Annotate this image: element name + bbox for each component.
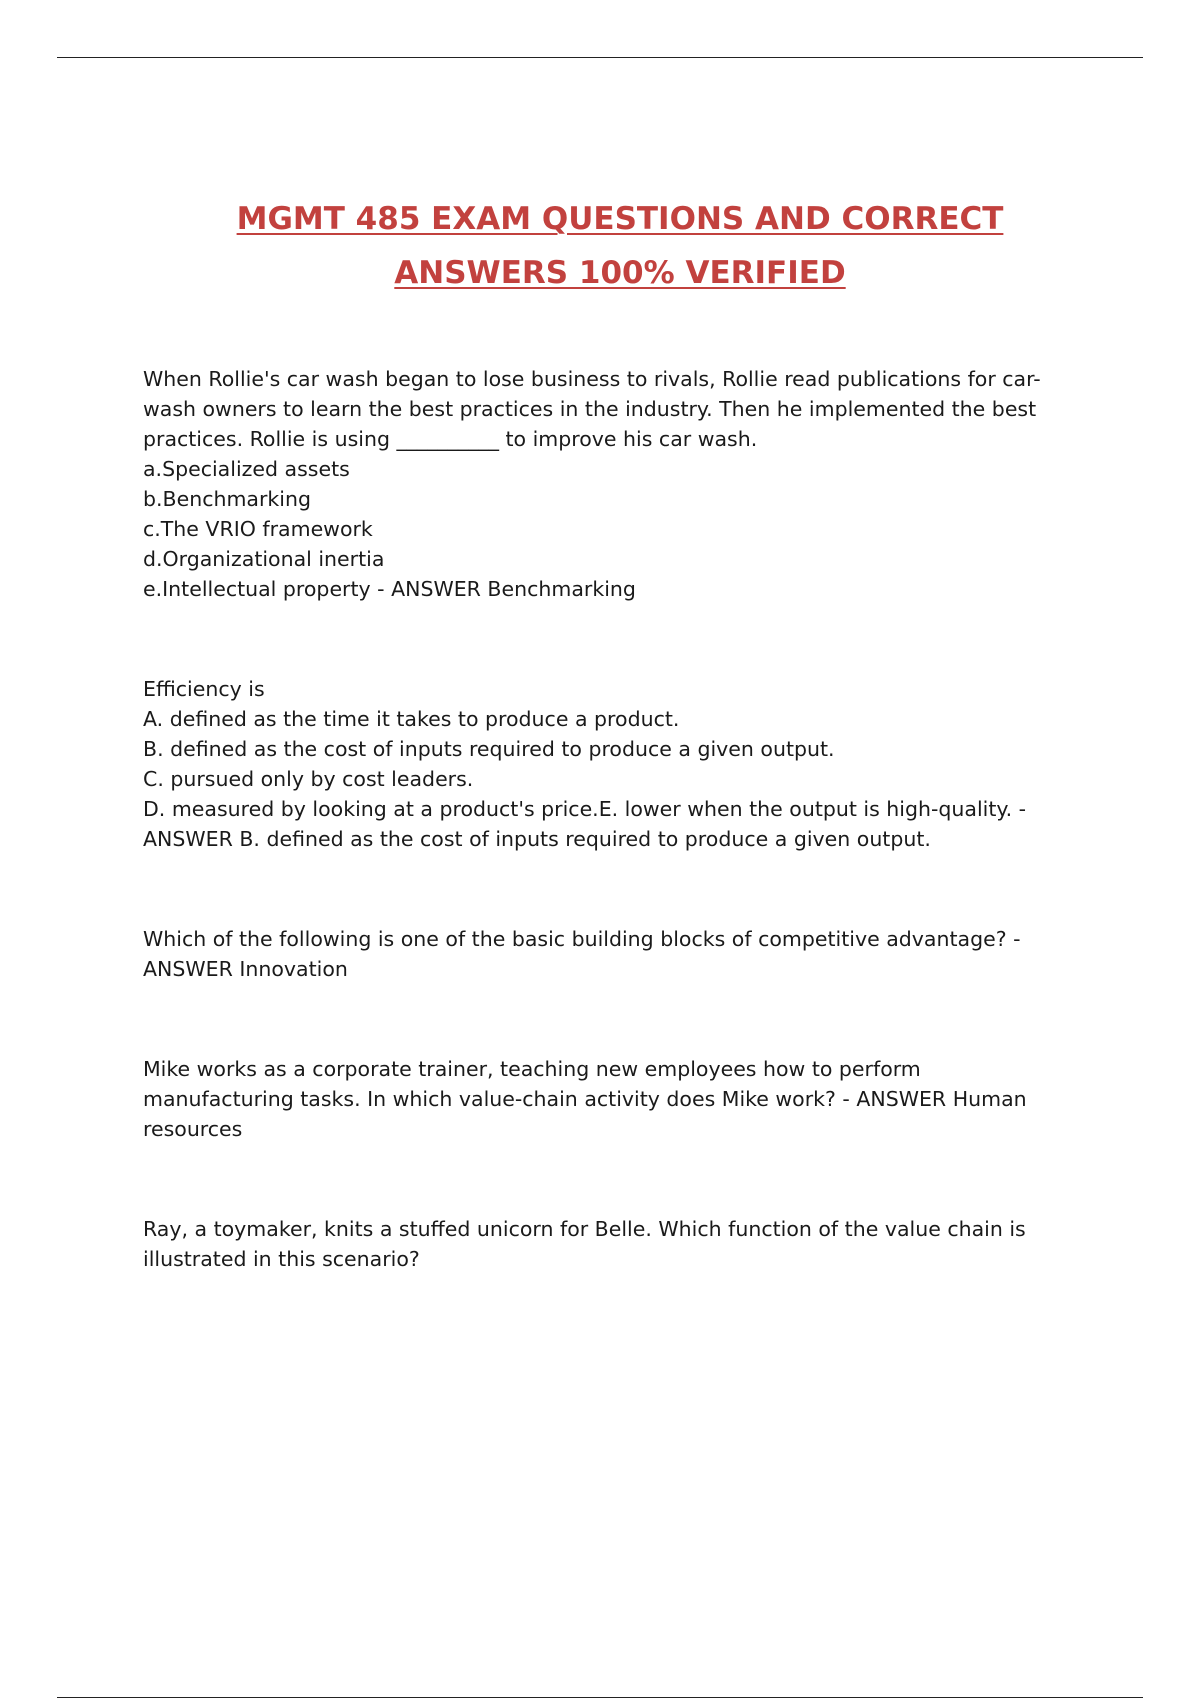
- question-5: [143, 1214, 1073, 1274]
- question-2-option-c: C. pursued only by cost leaders.: [143, 767, 474, 791]
- spacer: [143, 984, 1073, 1054]
- question-2-option-d: D. measured by looking at a product's price.E. lower when the output is high-quality. - ANSWER B. defined as the cost of inputs required to produce a given output.: [143, 797, 1027, 851]
- question-1-option-d: d.Organizational inertia: [143, 547, 385, 571]
- question-2-option-b: B. defined as the cost of inputs required to produce a given output.: [143, 737, 835, 761]
- document-body: [143, 364, 1073, 1274]
- question-3-stem: Which of the following is one of the basic building blocks of competitive advantage? - ANSWER Innovation: [143, 927, 1021, 981]
- question-3: [143, 924, 1073, 984]
- question-2-option-a: A. defined as the time it takes to produce a product.: [143, 707, 680, 731]
- spacer: [143, 1144, 1073, 1214]
- document-title: [0, 192, 1200, 300]
- top-rule: [57, 57, 1143, 58]
- question-2: [143, 674, 1073, 854]
- question-1-option-b: b.Benchmarking: [143, 487, 311, 511]
- spacer: [143, 854, 1073, 924]
- question-1-option-a: a.Specialized assets: [143, 457, 350, 481]
- spacer: [143, 604, 1073, 674]
- title-line-2: ANSWERS 100% VERIFIED: [394, 255, 846, 291]
- question-4: [143, 1054, 1073, 1144]
- question-4-stem: Mike works as a corporate trainer, teaching new employees how to perform manufacturing tasks. In which value-chain activity does Mike work? - ANSWER Human resources: [143, 1057, 1027, 1141]
- question-1-option-c: c.The VRIO framework: [143, 517, 373, 541]
- question-2-stem: Efficiency is: [143, 677, 265, 701]
- bottom-rule: [57, 1697, 1143, 1698]
- question-1-option-e: e.Intellectual property - ANSWER Benchmarking: [143, 577, 636, 601]
- question-1-stem: When Rollie's car wash began to lose business to rivals, Rollie read publications for car-wash owners to learn the best practices in the industry. Then he implemented the best practices. Rollie is using __________ to improve his car wash.: [143, 367, 1041, 451]
- question-1: [143, 364, 1073, 604]
- title-line-1: MGMT 485 EXAM QUESTIONS AND CORRECT: [236, 201, 1004, 237]
- question-5-stem: Ray, a toymaker, knits a stuffed unicorn for Belle. Which function of the value chain is illustrated in this scenario?: [143, 1217, 1026, 1271]
